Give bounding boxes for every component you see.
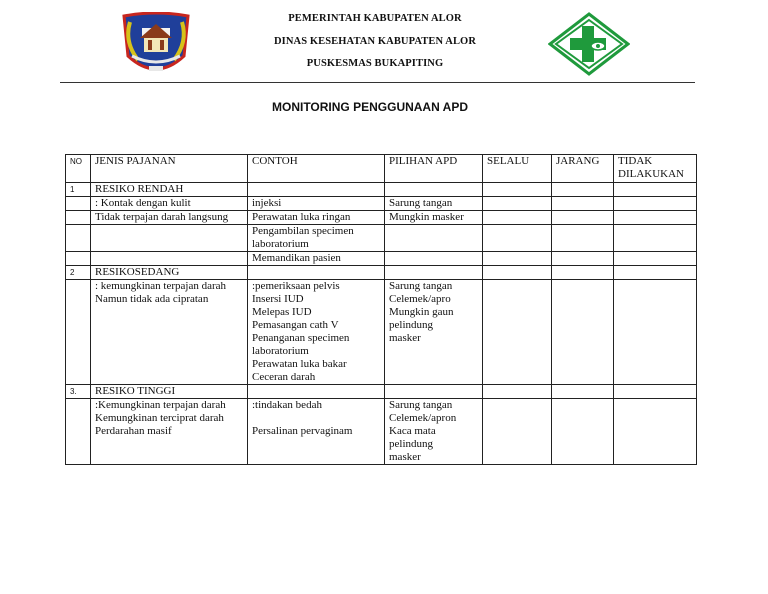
col-header-jarang: JARANG [552, 155, 614, 183]
cell-selalu [483, 266, 552, 280]
cell-contoh-line: laboratorium [252, 345, 309, 357]
table-row [66, 183, 697, 197]
cell-jenis-pajanan [91, 211, 248, 225]
cell-jenis-pajanan [91, 385, 248, 399]
table-row [66, 280, 697, 385]
cell-jenis-pajanan [91, 197, 248, 211]
table-row [66, 385, 697, 399]
cell-pilihan-apd [385, 183, 483, 197]
cell-contoh-line: :pemeriksaan pelvis [252, 280, 340, 292]
cell-pilihan-apd-line: Mungkin gaun [389, 306, 454, 318]
cell-pilihan-apd-line: Celemek/apron [389, 412, 457, 424]
cell-pilihan-apd-line: Celemek/apro [389, 293, 451, 305]
cell-jenis-pajanan [91, 183, 248, 197]
cell-contoh-line: Pemasangan cath V [252, 319, 339, 331]
cell-no [66, 211, 91, 225]
table-body [66, 183, 697, 465]
cell-contoh-line: Pengambilan specimen [252, 225, 354, 237]
cell-contoh [248, 385, 385, 399]
cell-selalu [483, 399, 552, 465]
cell-tidak-dilakukan [614, 385, 697, 399]
cell-contoh [248, 399, 385, 465]
cell-no: 2 [66, 266, 91, 280]
apd-monitoring-table [65, 154, 697, 465]
cell-contoh-line: Insersi IUD [252, 293, 304, 305]
cell-pilihan-apd [385, 266, 483, 280]
cell-no: 1 [66, 183, 91, 197]
header-health-office-line: DINAS KESEHATAN KABUPATEN ALOR [273, 36, 477, 47]
cell-contoh-line: injeksi [252, 197, 282, 209]
table-row [66, 211, 697, 225]
cell-contoh [248, 280, 385, 385]
cell-pilihan-apd-line: pelindung [389, 438, 433, 450]
cell-tidak-dilakukan [614, 266, 697, 280]
cell-jenis-pajanan-line: RESIKOSEDANG [95, 266, 180, 278]
cell-tidak-dilakukan [614, 252, 697, 266]
cell-jenis-pajanan [91, 266, 248, 280]
cell-jarang [552, 183, 614, 197]
cell-pilihan-apd-line: Sarung tangan [389, 197, 453, 209]
cell-no: 3. [66, 385, 91, 399]
cell-jarang [552, 280, 614, 385]
cell-selalu [483, 385, 552, 399]
cell-selalu [483, 252, 552, 266]
cell-jenis-pajanan-line: Kemungkinan terciprat darah [95, 412, 224, 424]
document-title: MONITORING PENGGUNAAN APD [271, 100, 468, 114]
col-header-jenis-pajanan: JENIS PAJANAN [91, 155, 248, 183]
cell-contoh-line: Memandikan pasien [252, 252, 341, 264]
cell-jenis-pajanan-line: : Kontak dengan kulit [95, 197, 191, 209]
cell-tidak-dilakukan [614, 399, 697, 465]
cell-jenis-pajanan-line: :Kemungkinan terpajan darah [95, 399, 226, 411]
cell-jenis-pajanan [91, 225, 248, 252]
table-header-row [66, 155, 697, 183]
cell-contoh-line: laboratorium [252, 238, 309, 250]
header-puskesmas-line: PUSKESMAS BUKAPITING [306, 58, 444, 69]
cell-tidak-dilakukan [614, 183, 697, 197]
cell-contoh [248, 225, 385, 252]
cell-contoh [248, 211, 385, 225]
cell-jarang [552, 266, 614, 280]
cell-jarang [552, 385, 614, 399]
cell-no [66, 280, 91, 385]
cell-contoh-line: Penanganan specimen [252, 332, 350, 344]
cell-pilihan-apd-line: Sarung tangan [389, 399, 453, 411]
cell-jenis-pajanan [91, 399, 248, 465]
cell-no [66, 252, 91, 266]
col-header-contoh: CONTOH [248, 155, 385, 183]
cell-selalu [483, 225, 552, 252]
cell-tidak-dilakukan [614, 197, 697, 211]
cell-selalu [483, 280, 552, 385]
cell-jenis-pajanan-line: Tidak terpajan darah langsung [95, 211, 229, 223]
cell-selalu [483, 211, 552, 225]
cell-jarang [552, 399, 614, 465]
cell-jenis-pajanan-line: RESIKO RENDAH [95, 183, 184, 195]
table-row [66, 252, 697, 266]
cell-jenis-pajanan-line: RESIKO TINGGI [95, 385, 176, 397]
cell-tidak-dilakukan [614, 211, 697, 225]
cell-jenis-pajanan [91, 280, 248, 385]
cell-jenis-pajanan-line: Perdarahan masif [95, 425, 172, 437]
cell-contoh-line: Perawatan luka ringan [252, 211, 351, 223]
cell-no [66, 225, 91, 252]
cell-pilihan-apd-line: masker [389, 332, 421, 344]
cell-contoh-line: Melepas IUD [252, 306, 312, 318]
cell-pilihan-apd-line: pelindung [389, 319, 433, 331]
cell-selalu [483, 197, 552, 211]
table-row [66, 266, 697, 280]
cell-pilihan-apd [385, 399, 483, 465]
cell-contoh-line: Perawatan luka bakar [252, 358, 347, 370]
header-government-line: PEMERINTAH KABUPATEN ALOR [288, 13, 462, 24]
cell-no [66, 399, 91, 465]
cell-contoh [248, 183, 385, 197]
cell-pilihan-apd [385, 197, 483, 211]
cell-jenis-pajanan [91, 252, 248, 266]
cell-pilihan-apd-line: Sarung tangan [389, 280, 453, 292]
cell-jarang [552, 211, 614, 225]
puskesmas-cross-logo [548, 12, 630, 76]
cell-pilihan-apd [385, 385, 483, 399]
cell-contoh-line: Ceceran darah [252, 371, 316, 383]
col-header-pilihan-apd: PILIHAN APD [385, 155, 483, 183]
cell-jenis-pajanan-line: : kemungkinan terpajan darah [95, 280, 227, 292]
cell-pilihan-apd [385, 252, 483, 266]
cell-tidak-dilakukan [614, 225, 697, 252]
table-row [66, 225, 697, 252]
col-header-no: NO [66, 155, 91, 183]
col-header-tidak-line2: DILAKUKAN [618, 168, 684, 180]
cell-contoh [248, 266, 385, 280]
cell-tidak-dilakukan [614, 280, 697, 385]
cell-pilihan-apd-line: Mungkin masker [389, 211, 464, 223]
cell-contoh-line: :tindakan bedah [252, 399, 322, 411]
cell-pilihan-apd [385, 211, 483, 225]
table-row [66, 197, 697, 211]
table-row [66, 399, 697, 465]
cell-pilihan-apd [385, 225, 483, 252]
cell-jarang [552, 225, 614, 252]
cell-contoh [248, 197, 385, 211]
cell-pilihan-apd-line: masker [389, 451, 421, 463]
cell-jarang [552, 197, 614, 211]
regency-coat-of-arms-logo [118, 12, 194, 78]
cell-no [66, 197, 91, 211]
cell-contoh [248, 252, 385, 266]
cell-jenis-pajanan-line: Namun tidak ada cipratan [95, 293, 209, 305]
cell-selalu [483, 183, 552, 197]
header-divider [60, 82, 695, 83]
cell-contoh-line: Persalinan pervaginam [252, 425, 353, 437]
col-header-selalu: SELALU [483, 155, 552, 183]
cell-pilihan-apd-line: Kaca mata [389, 425, 436, 437]
cell-jarang [552, 252, 614, 266]
col-header-tidak-dilakukan [614, 155, 697, 183]
col-header-tidak-line1: TIDAK [618, 155, 653, 167]
cell-contoh-line [252, 412, 380, 425]
cell-pilihan-apd [385, 280, 483, 385]
